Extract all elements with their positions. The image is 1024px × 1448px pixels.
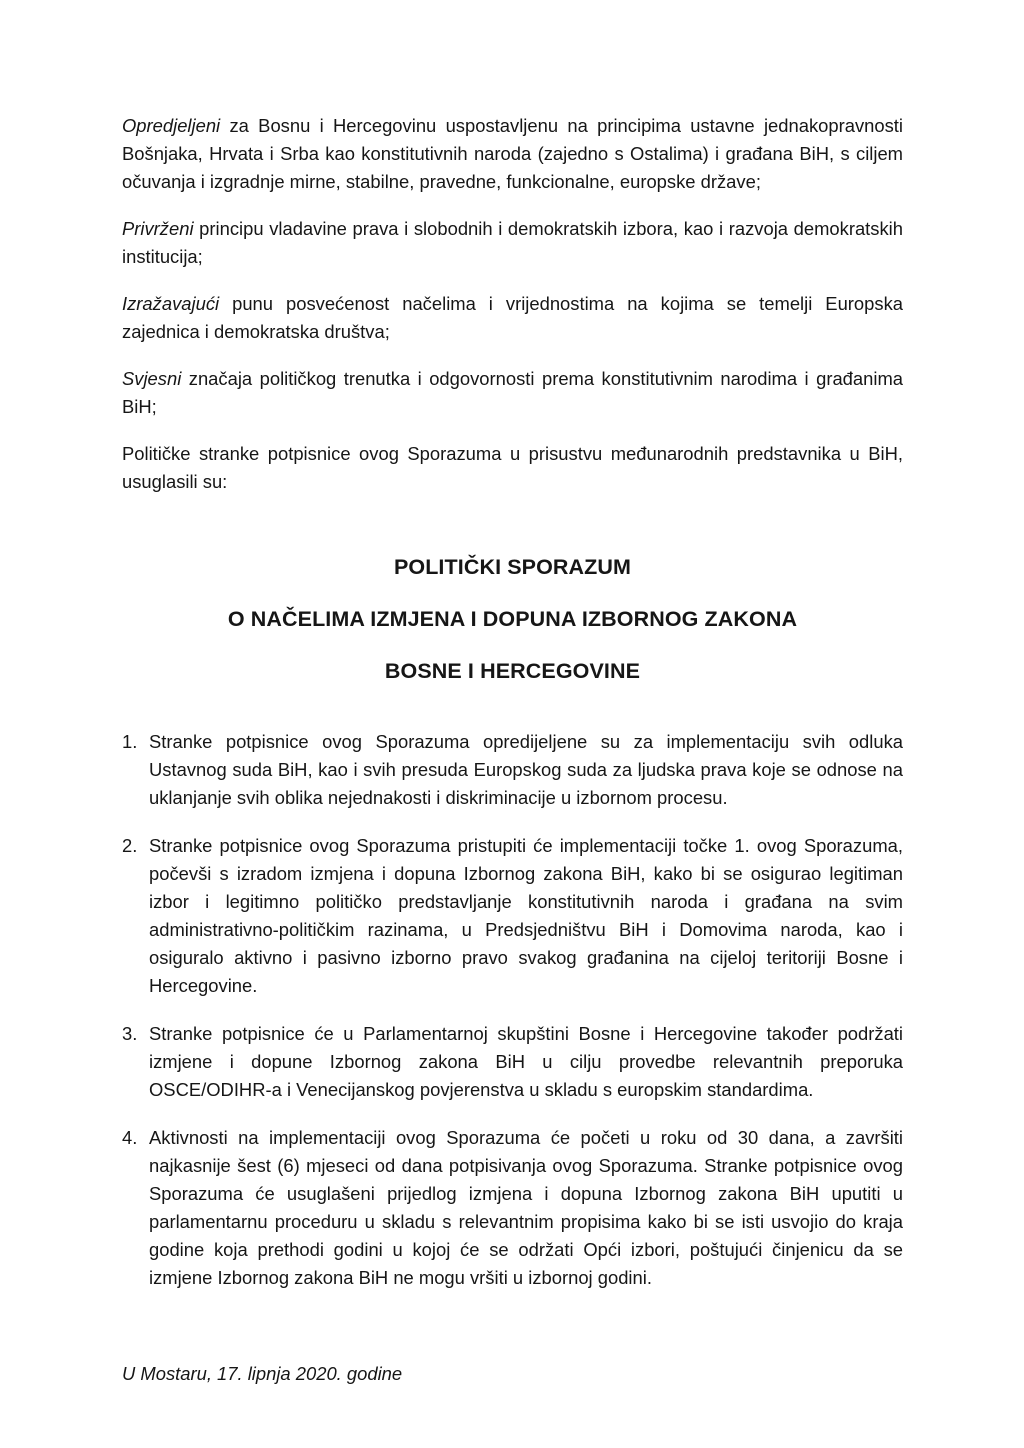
preamble-paragraph (122, 290, 903, 346)
clause-item (122, 1124, 903, 1292)
preamble-body: principu vladavine prava i slobodnih i demokratskih izbora, kao i razvoja demokratskih institucija; (122, 218, 903, 267)
preamble-section (122, 112, 903, 496)
clause-item (122, 728, 903, 812)
clause-text: Aktivnosti na implementaciji ovog Sporazuma će početi u roku od 30 dana, a završiti najkasnije šest (6) mjeseci od dana potpisivanja ovog Sporazuma. Stranke potpisnice ovog Sporazuma će usuglašeni prijedlog izmjena i dopuna Izbornog zakona BiH uputiti u parlamentarnu proceduru u skladu s relevantnim propisima kako bi se isti usvojio do kraja godine koja prethodi godini u kojoj će se održati Opći izbori, poštujući činjenicu da se izmjene Izbornog zakona BiH ne mogu vršiti u izbornoj godini. (149, 1127, 903, 1288)
preamble-body: za Bosnu i Hercegovinu uspostavljenu na principima ustavne jednakopravnosti Bošnjaka, Hrvata i Srba kao konstitutivnih naroda (zajedno s Ostalima) i građana BiH, s ciljem očuvanja i izgradnje mirne, stabilne, pravedne, funkcionalne, europske države; (122, 115, 903, 192)
title-line-3: BOSNE I HERCEGOVINE (384, 659, 641, 683)
clause-number: 4. (122, 1127, 138, 1148)
preamble-lead-word: Izražavajući (122, 293, 220, 314)
document-content (122, 112, 903, 1388)
clause-item (122, 832, 903, 1000)
title-line-2: O NAČELIMA IZMJENA I DOPUNA IZBORNOG ZAKONA (227, 607, 798, 631)
clause-list (122, 728, 903, 1292)
preamble-body: punu posvećenost načelima i vrijednostima na kojima se temelji Europska zajednica i demokratska društva; (122, 293, 903, 342)
place-date-line: U Mostaru, 17. lipnja 2020. godine (122, 1363, 403, 1384)
preamble-paragraph (122, 365, 903, 421)
preamble-paragraph (122, 112, 903, 196)
title-line-1: POLITIČKI SPORAZUM (393, 555, 632, 579)
clause-item (122, 1020, 903, 1104)
clause-number: 1. (122, 731, 138, 752)
preamble-lead-word: Privrženi (122, 218, 194, 239)
preamble-body: Političke stranke potpisnice ovog Sporazuma u prisustvu međunarodnih predstavnika u BiH, usuglasili su: (122, 443, 903, 492)
clause-number: 2. (122, 835, 138, 856)
clause-text: Stranke potpisnice ovog Sporazuma pristupiti će implementaciji točke 1. ovog Sporazuma, počevši s izradom izmjena i dopuna Izbornog zakona BiH, kako bi se osigurao legitiman izbor i legitimno političko predstavljanje konstitutivnih naroda i građana na svim administrativno-političkim razinama, u Predsjedništvu BiH i Domovima naroda, kao i osiguralo aktivno i pasivno izborno pravo svakog građanina na cijeloj teritoriji Bosne i Hercegovine. (149, 835, 903, 996)
clause-text: Stranke potpisnice ovog Sporazuma opredijeljene su za implementaciju svih odluka Ustavnog suda BiH, kao i svih presuda Europskog suda za ljudska prava koje se odnose na uklanjanje svih oblika nejednakosti i diskriminacije u izbornom procesu. (149, 731, 903, 808)
preamble-paragraph (122, 440, 903, 496)
preamble-body: značaja političkog trenutka i odgovornosti prema konstitutivnim narodima i građanima BiH; (122, 368, 903, 417)
clause-number: 3. (122, 1023, 138, 1044)
document-title (122, 554, 903, 684)
preamble-lead-word: Opredjeljeni (122, 115, 221, 136)
preamble-lead-word: Svjesni (122, 368, 182, 389)
clause-text: Stranke potpisnice će u Parlamentarnoj skupštini Bosne i Hercegovine također podržati izmjene i dopune Izbornog zakona BiH u cilju provedbe relevantnih preporuka OSCE/ODIHR-a i Venecijanskog povjerenstva u skladu s europskim standardima. (149, 1023, 903, 1100)
preamble-paragraph (122, 215, 903, 271)
